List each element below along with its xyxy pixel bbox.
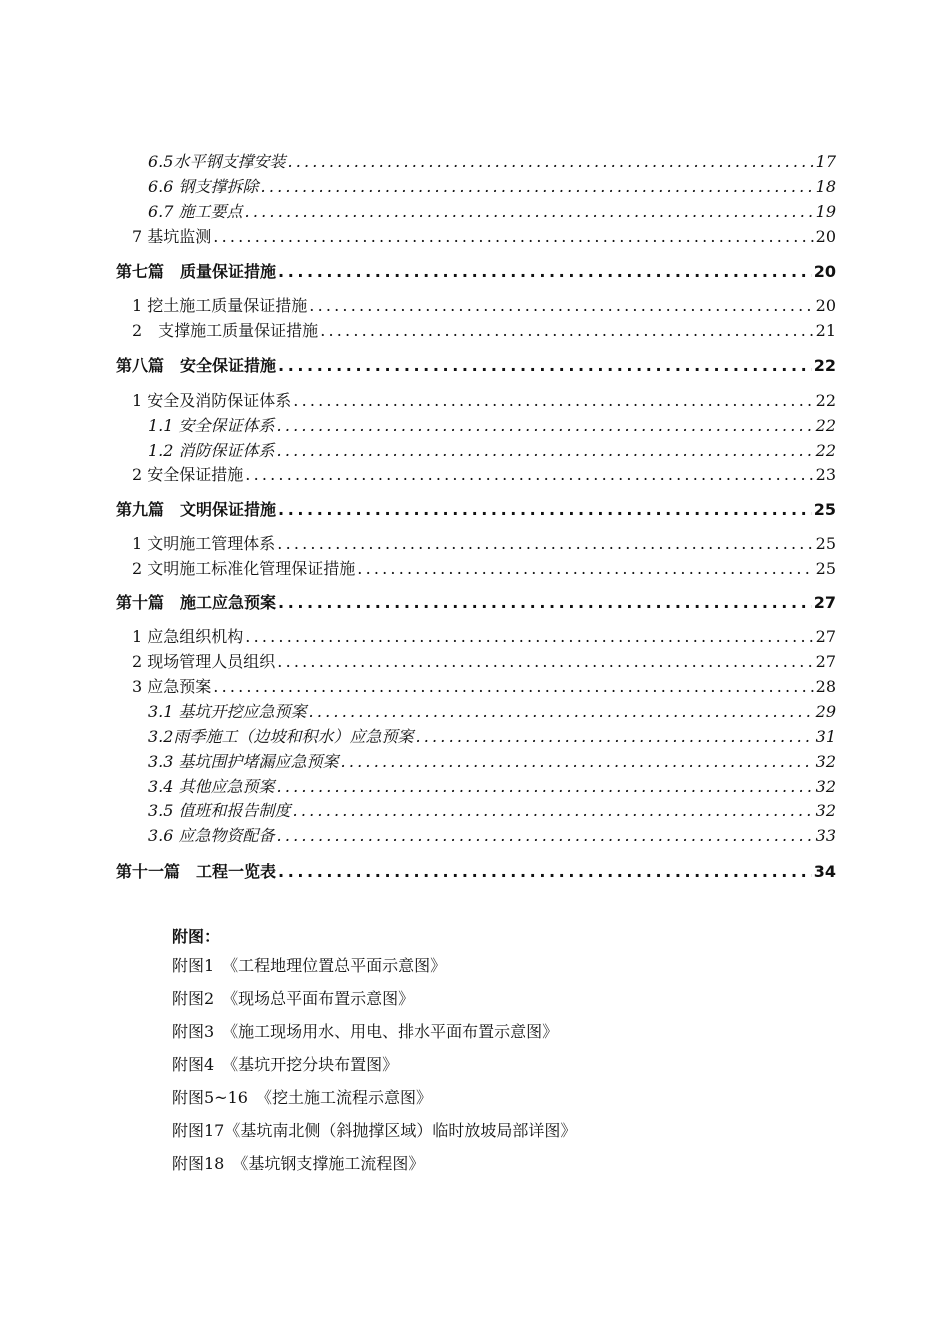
- appendix-title: 附图：: [172, 927, 221, 946]
- toc-entry-title: 3.1 基坑开挖应急预案: [148, 702, 307, 721]
- toc-entry-title: 3.2雨季施工（边坡和积水）应急预案: [148, 727, 414, 746]
- toc-leader-dots: [278, 356, 812, 376]
- toc-page-number: 33: [815, 826, 836, 845]
- toc-entry-section[interactable]: [132, 465, 836, 485]
- toc-entry-sub[interactable]: [148, 202, 836, 222]
- toc-leader-dots: [245, 202, 814, 222]
- toc-page-number: 23: [815, 465, 836, 484]
- toc-entry-chapter[interactable]: [116, 593, 836, 613]
- toc-leader-dots: [245, 465, 813, 485]
- toc-entry-sub[interactable]: [148, 801, 836, 821]
- toc-entry-sub[interactable]: [148, 777, 836, 797]
- toc-page-number: 20: [813, 262, 836, 281]
- toc-entry-title: 6.5水平钢支撑安装: [148, 152, 286, 171]
- appendix-figures: [172, 924, 576, 1187]
- toc-entry-title: 3.6 应急物资配备: [148, 826, 275, 845]
- toc-leader-dots: [293, 801, 814, 821]
- toc-entry-title: 2 支撑施工质量保证措施: [132, 321, 319, 340]
- toc-page-number: 27: [815, 627, 836, 646]
- toc-entry-chapter[interactable]: [116, 500, 836, 520]
- appendix-item: 附图3 《施工现场用水、用电、排水平面布置示意图》: [172, 1022, 559, 1041]
- toc-page-number: 25: [815, 534, 836, 553]
- toc-entry-section[interactable]: [132, 534, 836, 554]
- toc-entry-section[interactable]: [132, 677, 836, 697]
- appendix-item: 附图1 《工程地理位置总平面示意图》: [172, 956, 447, 975]
- toc-page-number: 22: [815, 416, 836, 435]
- toc-leader-dots: [277, 826, 814, 846]
- toc-page-number: 32: [815, 752, 836, 771]
- toc-page-number: 21: [815, 321, 836, 340]
- toc-page-number: 29: [815, 702, 836, 721]
- toc-entry-title: 3 应急预案: [132, 677, 212, 696]
- toc-leader-dots: [277, 441, 814, 461]
- toc-entry-title: 1 安全及消防保证体系: [132, 391, 292, 410]
- toc-entry-section[interactable]: [132, 391, 836, 411]
- toc-leader-dots: [277, 777, 814, 797]
- toc-leader-dots: [261, 177, 814, 197]
- toc-entry-title: 第七篇 质量保证措施: [116, 262, 277, 281]
- toc-leader-dots: [320, 321, 813, 341]
- toc-page-number: 31: [815, 727, 836, 746]
- appendix-item: 附图18 《基坑钢支撑施工流程图》: [172, 1154, 425, 1173]
- toc-leader-dots: [415, 727, 813, 747]
- toc-entry-section[interactable]: [132, 321, 836, 341]
- toc-page-number: 20: [815, 296, 836, 315]
- toc-entry-section[interactable]: [132, 559, 836, 579]
- toc-entry-section[interactable]: [132, 296, 836, 316]
- appendix-item: 附图2 《现场总平面布置示意图》: [172, 989, 415, 1008]
- toc-leader-dots: [277, 416, 814, 436]
- toc-entry-sub[interactable]: [148, 702, 836, 722]
- toc-leader-dots: [278, 500, 812, 520]
- toc-entry-title: 7 基坑监测: [132, 227, 212, 246]
- toc-leader-dots: [309, 296, 813, 316]
- toc-page-number: 25: [813, 500, 836, 519]
- toc-page-number: 27: [813, 593, 836, 612]
- toc-page-number: 19: [815, 202, 836, 221]
- toc-page-number: 28: [815, 677, 836, 696]
- toc-entry-title: 3.5 值班和报告制度: [148, 801, 291, 820]
- toc-entry-sub[interactable]: [148, 416, 836, 436]
- toc-leader-dots: [278, 593, 812, 613]
- toc-page-number: 17: [815, 152, 836, 171]
- toc-page-number: 32: [815, 777, 836, 796]
- toc-leader-dots: [309, 702, 814, 722]
- toc-leader-dots: [277, 652, 813, 672]
- toc-entry-title: 6.7 施工要点: [148, 202, 243, 221]
- toc-leader-dots: [293, 391, 813, 411]
- toc-entry-title: 第十一篇 工程一览表: [116, 862, 277, 881]
- toc-leader-dots: [277, 534, 813, 554]
- toc-entry-title: 3.4 其他应急预案: [148, 777, 275, 796]
- toc-entry-title: 2 文明施工标准化管理保证措施: [132, 559, 356, 578]
- toc-entry-title: 1 挖土施工质量保证措施: [132, 296, 308, 315]
- toc-leader-dots: [357, 559, 813, 579]
- toc-page-number: 27: [815, 652, 836, 671]
- toc-entry-title: 1 应急组织机构: [132, 627, 244, 646]
- toc-leader-dots: [287, 152, 813, 172]
- toc-page-number: 20: [815, 227, 836, 246]
- toc-entry-sub[interactable]: [148, 441, 836, 461]
- toc-page-number: 32: [815, 801, 836, 820]
- toc-page-number: 22: [813, 356, 836, 375]
- toc-entry-title: 2 现场管理人员组织: [132, 652, 276, 671]
- toc-page-number: 34: [813, 862, 836, 881]
- toc-entry-title: 2 安全保证措施: [132, 465, 244, 484]
- toc-leader-dots: [245, 627, 813, 647]
- toc-entry-title: 1.1 安全保证体系: [148, 416, 275, 435]
- toc-entry-title: 第八篇 安全保证措施: [116, 356, 277, 375]
- toc-entry-title: 1.2 消防保证体系: [148, 441, 275, 460]
- toc-entry-section[interactable]: [132, 652, 836, 672]
- toc-entry-title: 第十篇 施工应急预案: [116, 593, 277, 612]
- toc-entry-title: 1 文明施工管理体系: [132, 534, 276, 553]
- toc-entry-chapter[interactable]: [116, 356, 836, 376]
- toc-leader-dots: [341, 752, 814, 772]
- toc-entry-title: 第九篇 文明保证措施: [116, 500, 277, 519]
- appendix-item: 附图5~16 《挖土施工流程示意图》: [172, 1088, 432, 1107]
- toc-entry-sub[interactable]: [148, 727, 836, 747]
- toc-entry-chapter[interactable]: [116, 862, 836, 882]
- toc-leader-dots: [278, 262, 812, 282]
- toc-entry-sub[interactable]: [148, 177, 836, 197]
- toc-leader-dots: [213, 677, 813, 697]
- toc-entry-sub[interactable]: [148, 752, 836, 772]
- toc-entry-sub[interactable]: [148, 152, 836, 172]
- appendix-item: 附图17《基坑南北侧（斜抛撑区域）临时放坡局部详图》: [172, 1121, 577, 1140]
- appendix-item: 附图4 《基坑开挖分块布置图》: [172, 1055, 399, 1074]
- toc-page-number: 25: [815, 559, 836, 578]
- toc-entry-sub[interactable]: [148, 826, 836, 846]
- toc-entry-title: 6.6 钢支撑拆除: [148, 177, 259, 196]
- toc-page-number: 22: [815, 391, 836, 410]
- toc-page-number: 18: [815, 177, 836, 196]
- toc-entry-title: 3.3 基坑围护堵漏应急预案: [148, 752, 339, 771]
- toc-leader-dots: [278, 862, 812, 882]
- toc-entry-section[interactable]: [132, 227, 836, 247]
- toc-leader-dots: [213, 227, 813, 247]
- toc-entry-chapter[interactable]: [116, 262, 836, 282]
- toc-page-number: 22: [815, 441, 836, 460]
- toc-entry-section[interactable]: [132, 627, 836, 647]
